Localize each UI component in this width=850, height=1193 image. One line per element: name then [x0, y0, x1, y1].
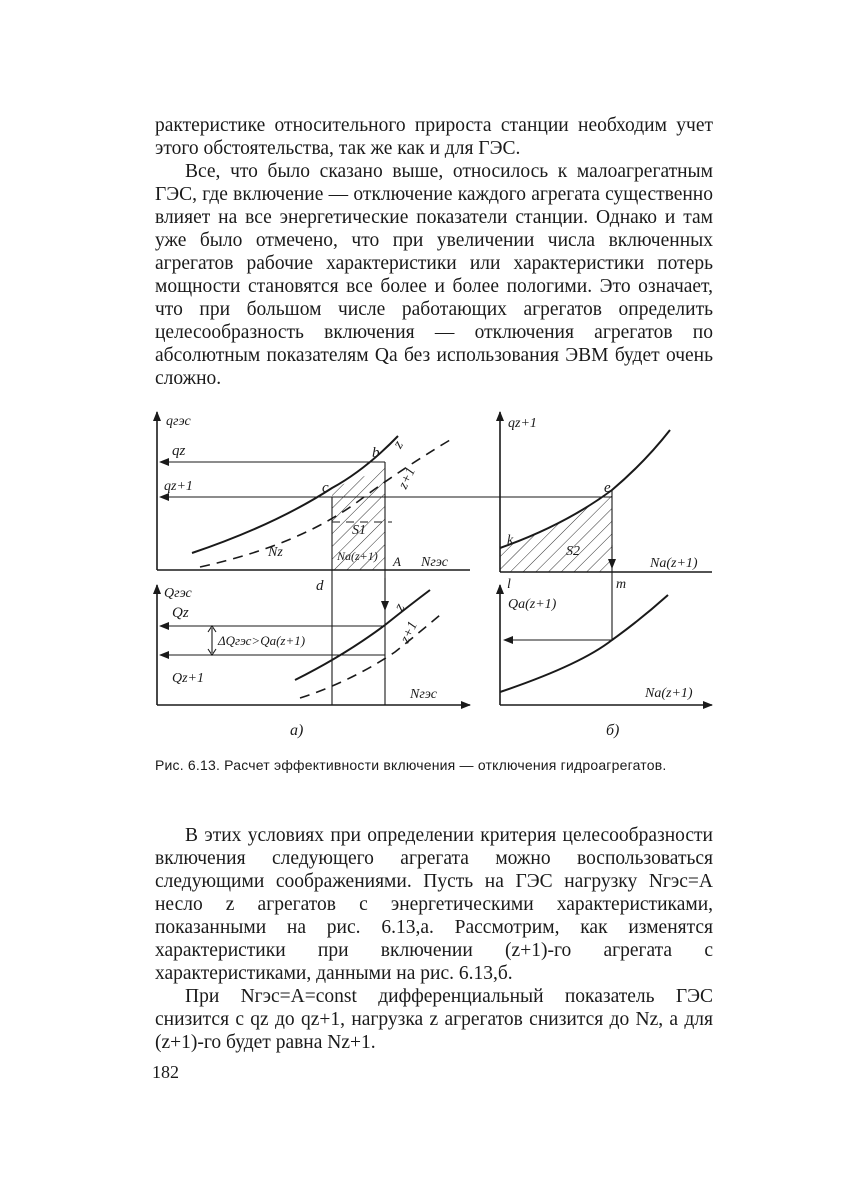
label-d: d [316, 578, 324, 594]
paragraph-2: Все, что было сказано выше, относилось к малоагрегатным ГЭС, где включение — отключение каждого агрегата существенно влияет на все энергетические показатели станции. Однако и там уже было отмечено, что при увеличении числа включенных агрегатов рабочие характеристики или характеристики потерь мощности становятся все более и более пологими. Это означает, что при большом числе работающих агрегатов определить целесообразность включения — отключения агрегатов по абсолютным показателям Qа без использования ЭВМ будет очень сложно. [155, 161, 713, 389]
label-k: k [507, 533, 514, 548]
label-Qz: Qz [172, 605, 189, 621]
label-l: l [507, 577, 511, 592]
page-number: 182 [152, 1062, 179, 1082]
label-na-z1-top: Nа(z+1) [650, 556, 698, 571]
label-qz1-axis: qz+1 [508, 416, 537, 431]
label-Qa-z1: Qа(z+1) [508, 597, 557, 612]
panel-b [500, 412, 712, 739]
label-na-z1: Nа(z+1) [337, 549, 378, 563]
label-bot-z: z [391, 600, 409, 614]
label-dQ: ΔQгэс>Qа(z+1) [218, 633, 306, 648]
label-q-ges: qгэс [166, 414, 191, 429]
figure-caption: Рис. 6.13. Расчет эффективности включения — отключения гидроагрегатов. [155, 757, 667, 773]
paragraph-4: При Nгэс=A=const дифференциальный показатель ГЭС снизится с qz до qz+1, нагрузка z агрегатов снизится до Nz, а для (z+1)-го будет равна Nz+1. [155, 986, 713, 1053]
label-Qz1: Qz+1 [172, 671, 205, 686]
label-qz: qz [172, 443, 186, 459]
label-qz1: qz+1 [164, 479, 193, 494]
panel-a [157, 412, 612, 739]
label-e: e [604, 480, 611, 496]
paragraph-3: В этих условиях при определении критерия целесообразности включения следующего агрегата можно воспользоваться следующими соображениями. Пусть на ГЭС нагрузку Nгэс=A несло z агрегатов с энергетическими характеристиками, показанными на рис. 6.13,а. Рассмотрим, как изменятся характеристики при включении (z+1)-го агрегата с характеристиками, данными на рис. 6.13,б. [155, 825, 713, 984]
label-sub-a: а) [290, 722, 304, 739]
label-nz: Nz [268, 545, 283, 560]
label-bot-z1: z+1 [398, 619, 421, 646]
label-n-ges-bottom: Nгэс [410, 687, 438, 702]
label-curve-z1: z+1 [396, 465, 419, 492]
paragraph-1: рактеристике относительного прироста станции необходим учет этого обстоятельства, так же как и для ГЭС. [155, 115, 713, 159]
label-m: m [616, 577, 627, 592]
label-Q-ges: Qгэс [164, 586, 192, 601]
label-na-z1-bottom: Nа(z+1) [645, 686, 693, 701]
label-b: b [372, 445, 380, 461]
curve-z1-top [200, 440, 450, 567]
text-bottom [155, 824, 713, 1054]
label-s2: S2 [566, 544, 580, 559]
label-n-ges-top: Nгэс [421, 555, 449, 570]
label-sub-b: б) [606, 722, 620, 739]
label-curve-z: z [390, 438, 407, 452]
label-s1: S1 [352, 523, 366, 538]
label-A: A [393, 554, 401, 569]
label-c: c [322, 480, 329, 496]
